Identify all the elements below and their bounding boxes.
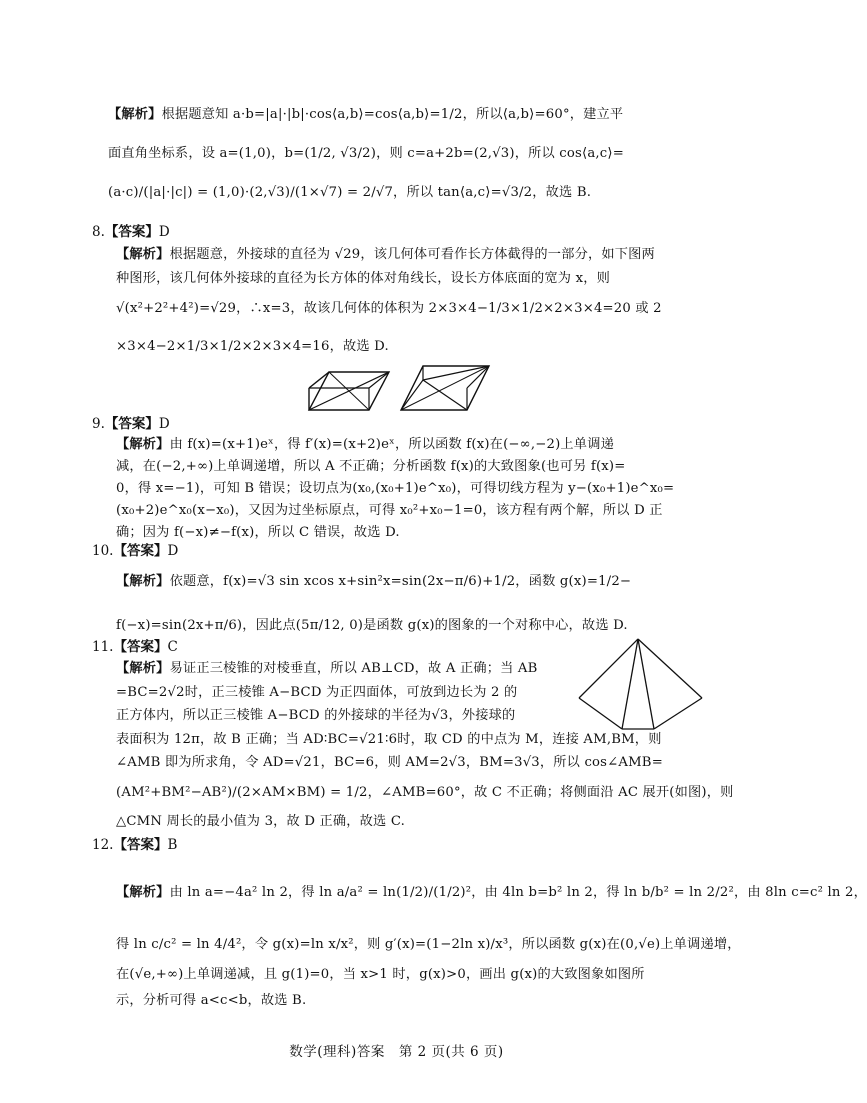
q12-answer: 12.【答案】B (92, 837, 178, 853)
q11-answer: 11.【答案】C (92, 639, 178, 655)
q9-line-4: (x₀+2)e^x₀(x−x₀)，又因为过坐标原点，可得 x₀²+x₀−1=0，该方程有两个解，所以 D 正 (116, 503, 663, 518)
q12-line-4: 示，分析可得 a<c<b，故选 B. (116, 993, 307, 1008)
q7-line-2: 面直角坐标系，设 a=(1,0)，b=(1/2, √3/2)，则 c=a+2b=(2,√3)，所以 cos⟨a,c⟩= (108, 146, 624, 161)
q7-line-1: 【解析】根据题意知 a·b=|a|·|b|·cos⟨a,b⟩=cos⟨a,b⟩=1/2，所以⟨a,b⟩=60°，建立平 (108, 107, 624, 122)
q12-line-3: 在(√e,+∞)上单调递减，且 g(1)=0，当 x>1 时，g(x)>0，画出 g(x)的大致图象如图所 (116, 967, 645, 982)
q11-line-7: △CMN 周长的最小值为 3，故 D 正确，故选 C. (116, 814, 406, 829)
q8-solid-figure-1 (305, 366, 391, 412)
q9-line-2: 减，在(−2,+∞)上单调递增，所以 A 不正确；分析函数 f(x)的大致图象(也可另 f(x)= (116, 459, 626, 474)
q9-analysis (116, 434, 698, 544)
q9-line-1: 【解析】由 f(x)=(x+1)eˣ，得 f′(x)=(x+2)eˣ，所以函数 f(x)在(−∞,−2)上单调递 (116, 437, 614, 452)
q8-line-2: 种图形，该几何体外接球的直径为长方体的体对角线长，设长方体底面的宽为 x，则 (116, 271, 610, 286)
q11-line-4: 表面积为 12π，故 B 正确；当 AD∶BC=√21∶6时，取 CD 的中点为 M，连接 AM,BM，则 (116, 731, 662, 747)
q11-line-2: =BC=2√2时，正三棱锥 A−BCD 为正四面体，可放到边长为 2 的 (116, 684, 518, 700)
analysis-label: 【解析】 (108, 107, 162, 122)
q8-answer: 8.【答案】D (92, 224, 170, 240)
q10-analysis (116, 570, 698, 638)
q8-line-4: ×3×4−2×1/3×1/2×2×3×4=16，故选 D. (116, 339, 389, 354)
q12-line-1: 【解析】由 ln a=−4a² ln 2，得 ln a/a² = ln(1/2)/(1/2)²，由 4ln b=b² ln 2，得 ln b/b² = ln 2/2²，由 8ln c=c² ln 2， (116, 885, 867, 900)
q12-line-2: 得 ln c/c² = ln 4/4²，令 g(x)=ln x/x²，则 g′(x)=(1−2ln x)/x³，所以函数 g(x)在(0,√e)上单调递增， (116, 937, 741, 952)
q7-line-3: (a·c)/(|a|·|c|) = (1,0)·(2,√3)/(1×√7) = 2/√7，所以 tan⟨a,c⟩=√3/2，故选 B. (108, 185, 592, 200)
q11-unfolded-pyramid-figure (576, 636, 706, 732)
page-footer: 数学(理科)答案 第 2 页(共 6 页) (289, 1044, 504, 1060)
q10-line-1: 【解析】依题意，f(x)=√3 sin xcos x+sin²x=sin(2x−π/6)+1/2，函数 g(x)=1/2− (116, 574, 632, 589)
q8-solid-figure-2 (397, 360, 493, 414)
q8-line-3: √(x²+2²+4²)=√29，∴x=3，故该几何体的体积为 2×3×4−1/3×1/2×2×3×4=20 或 2 (116, 301, 662, 316)
q8-line-1: 【解析】根据题意，外接球的直径为 √29，该几何体可看作长方体截得的一部分，如下图两 (116, 247, 655, 262)
q11-line-6: (AM²+BM²−AB²)/(2×AM×BM) = 1/2，∠AMB=60°，故 C 不正确；将侧面沿 AC 展开(如图)，则 (116, 784, 734, 800)
q10-answer: 10.【答案】D (92, 543, 179, 559)
q12-analysis (116, 880, 867, 1014)
q9-line-5: 确；因为 f(−x)≠−f(x)，所以 C 错误，故选 D. (116, 525, 400, 540)
q11-line-3: 正方体内，所以正三棱锥 A−BCD 的外接球的半径为√3，外接球的 (116, 708, 516, 723)
q11-line-5: ∠AMB 即为所求角，令 AD=√21，BC=6，则 AM=2√3，BM=3√3，所以 cos∠AMB= (116, 755, 663, 770)
q8-analysis (116, 243, 698, 359)
q9-answer: 9.【答案】D (92, 416, 170, 432)
q11-line-1: 【解析】易证正三棱锥的对棱垂直，所以 AB⊥CD，故 A 正确；当 AB (116, 661, 538, 676)
q9-line-3: 0，得 x=−1)，可知 B 错误；设切点为(x₀,(x₀+1)e^x₀)，可得切线方程为 y−(x₀+1)e^x₀= (116, 481, 675, 496)
q10-line-2: f(−x)=sin(2x+π/6)，因此点(5π/12, 0)是函数 g(x)的图象的一个对称中心，故选 D. (116, 618, 628, 633)
q7-analysis (108, 101, 698, 206)
